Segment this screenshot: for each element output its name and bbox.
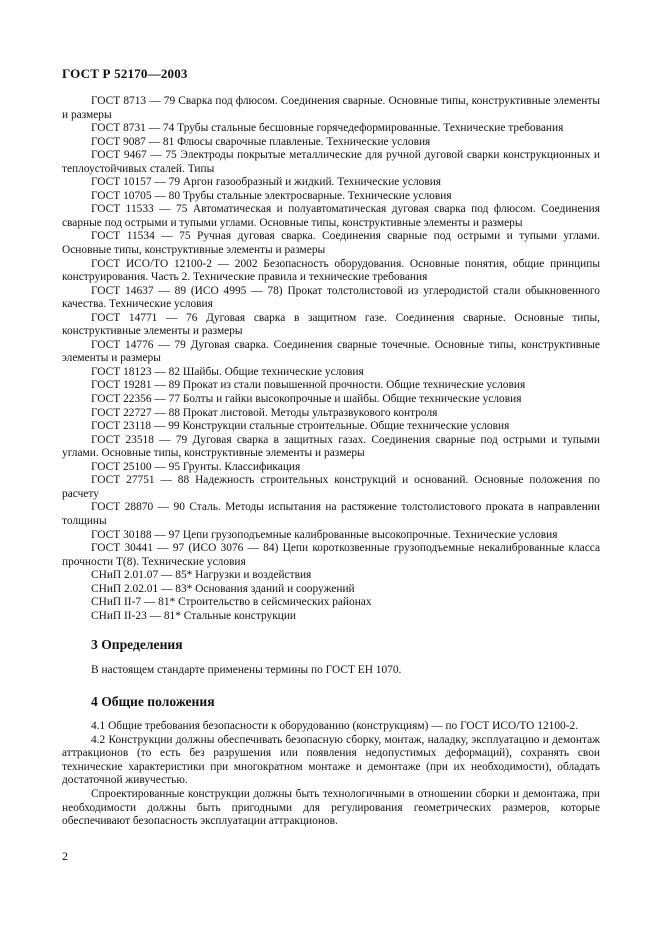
section-3-heading: 3 Определения <box>91 637 183 652</box>
reference-item: ГОСТ 9087 — 81 Флюсы сварочные плавленые. Технические условия <box>91 135 431 148</box>
reference-item: ГОСТ 9467 — 75 Электроды покрытые металлические для ручной дуговой сварки конструкционных и теплоустойчивых сталей. Типы <box>62 149 600 175</box>
reference-item: ГОСТ ИСО/ТО 12100-2 — 2002 Безопасность оборудования. Основные понятия, общие принципы конструирования. Часть 2. Технические правила и технические требования <box>62 257 600 284</box>
reference-item: ГОСТ 27751 — 88 Надежность строительных конструкций и оснований. Основные положения по расчету <box>62 474 600 500</box>
reference-item: ГОСТ 10157 — 79 Аргон газообразный и жидкий. Технические условия <box>91 176 442 189</box>
reference-item: ГОСТ 19281 — 89 Прокат из стали повышенной прочности. Общие технические условия <box>91 379 526 392</box>
reference-item: ГОСТ 14637 — 89 (ИСО 4995 — 78) Прокат толстолистовой из углеродистой стали обыкновенного качества. Технические условия <box>62 284 600 311</box>
reference-item: СНиП II-23 — 81* Стальные конструкции <box>91 609 297 622</box>
reference-item: ГОСТ 22356 — 77 Болты и гайки высокопрочные и шайбы. Общие технические условия <box>91 393 522 406</box>
reference-item: ГОСТ 14771 — 76 Дуговая сварка в защитном газе. Соединения сварные. Основные типы, конструктивные элементы и размеры <box>62 311 600 338</box>
reference-item: ГОСТ 10705 — 80 Трубы стальные электросварные. Технические условия <box>91 189 452 202</box>
reference-item: СНиП 2.01.07 — 85* Нагрузки и воздействия <box>91 569 312 582</box>
reference-item: ГОСТ 30441 — 97 (ИСО 3076 — 84) Цепи короткозвенные грузоподъемные некалиброванные класса прочности Т(8). Технические условия <box>62 542 600 568</box>
reference-item: ГОСТ 18123 — 82 Шайбы. Общие технические условия <box>91 365 364 378</box>
reference-item: ГОСТ 11533 — 75 Автоматическая и полуавтоматическая дуговая сварка под флюсом. Соединения сварные под острыми и тупыми углами. Основные типы, конструктивные элементы и размеры <box>62 203 600 229</box>
section-4-paragraph: 4.2 Конструкции должны обеспечивать безопасную сборку, монтаж, наладку, эксплуатацию и демонтаж аттракционов (то есть без разрушения или появления недопустимых деформаций), сохранять свои технические характеристики при многократном монтаже и демонтаже (при их необходимости), обладать достаточной живучестью. <box>62 733 600 787</box>
section-3-paragraph: В настоящем стандарте применены термины по ГОСТ ЕН 1070. <box>91 664 402 676</box>
reference-item: ГОСТ 14776 — 79 Дуговая сварка. Соединения сварные точечные. Основные типы, конструктивные элементы и размеры <box>62 338 600 365</box>
normative-references-list <box>62 95 600 623</box>
section-4-body <box>62 720 600 829</box>
document-header: ГОСТ Р 52170—2003 <box>62 66 188 81</box>
reference-item: ГОСТ 8731 — 74 Трубы стальные бесшовные горячедеформированные. Технические требования <box>91 122 564 135</box>
reference-item: ГОСТ 11534 — 75 Ручная дуговая сварка. Соединения сварные под острыми и тупыми углами. Основные типы, конструктивные элементы и размеры <box>62 230 600 257</box>
reference-item: ГОСТ 25100 — 95 Грунты. Классификация <box>91 460 301 473</box>
reference-item: СНиП 2.02.01 — 83* Основания зданий и сооружений <box>91 582 355 595</box>
page-number: 2 <box>62 849 68 863</box>
section-4-paragraph: Спроектированные конструкции должны быть технологичными в отношении сборки и демонтажа, при необходимости должны быть пригодными для регулирования геометрических размеров, которые обеспечивают безопасность эксплуатации аттракционов. <box>62 787 600 828</box>
reference-item: ГОСТ 30188 — 97 Цепи грузоподъемные калиброванные высокопрочные. Технические условия <box>91 528 558 541</box>
reference-item: ГОСТ 23118 — 99 Конструкции стальные строительные. Общие технические условия <box>91 420 510 433</box>
reference-item: ГОСТ 8713 — 79 Сварка под флюсом. Соединения сварные. Основные типы, конструктивные элементы и размеры <box>62 95 600 121</box>
reference-item: ГОСТ 22727 — 88 Прокат листовой. Методы ультразвукового контроля <box>91 406 438 419</box>
section-3-body <box>62 664 600 678</box>
reference-item: СНиП II-7 — 81* Строительство в сейсмических районах <box>91 596 372 609</box>
section-4-heading: 4 Общие положения <box>91 694 215 709</box>
reference-item: ГОСТ 23518 — 79 Дуговая сварка в защитных газах. Соединения сварные под острыми и тупыми углами. Основные типы, конструктивные элементы и размеры <box>62 433 600 460</box>
reference-item: ГОСТ 28870 — 90 Сталь. Методы испытания на растяжение толстолистового проката в направлении толщины <box>62 501 600 527</box>
section-4-paragraph: 4.1 Общие требования безопасности к оборудованию (конструкциям) — по ГОСТ ИСО/ТО 12100-2. <box>91 720 579 732</box>
